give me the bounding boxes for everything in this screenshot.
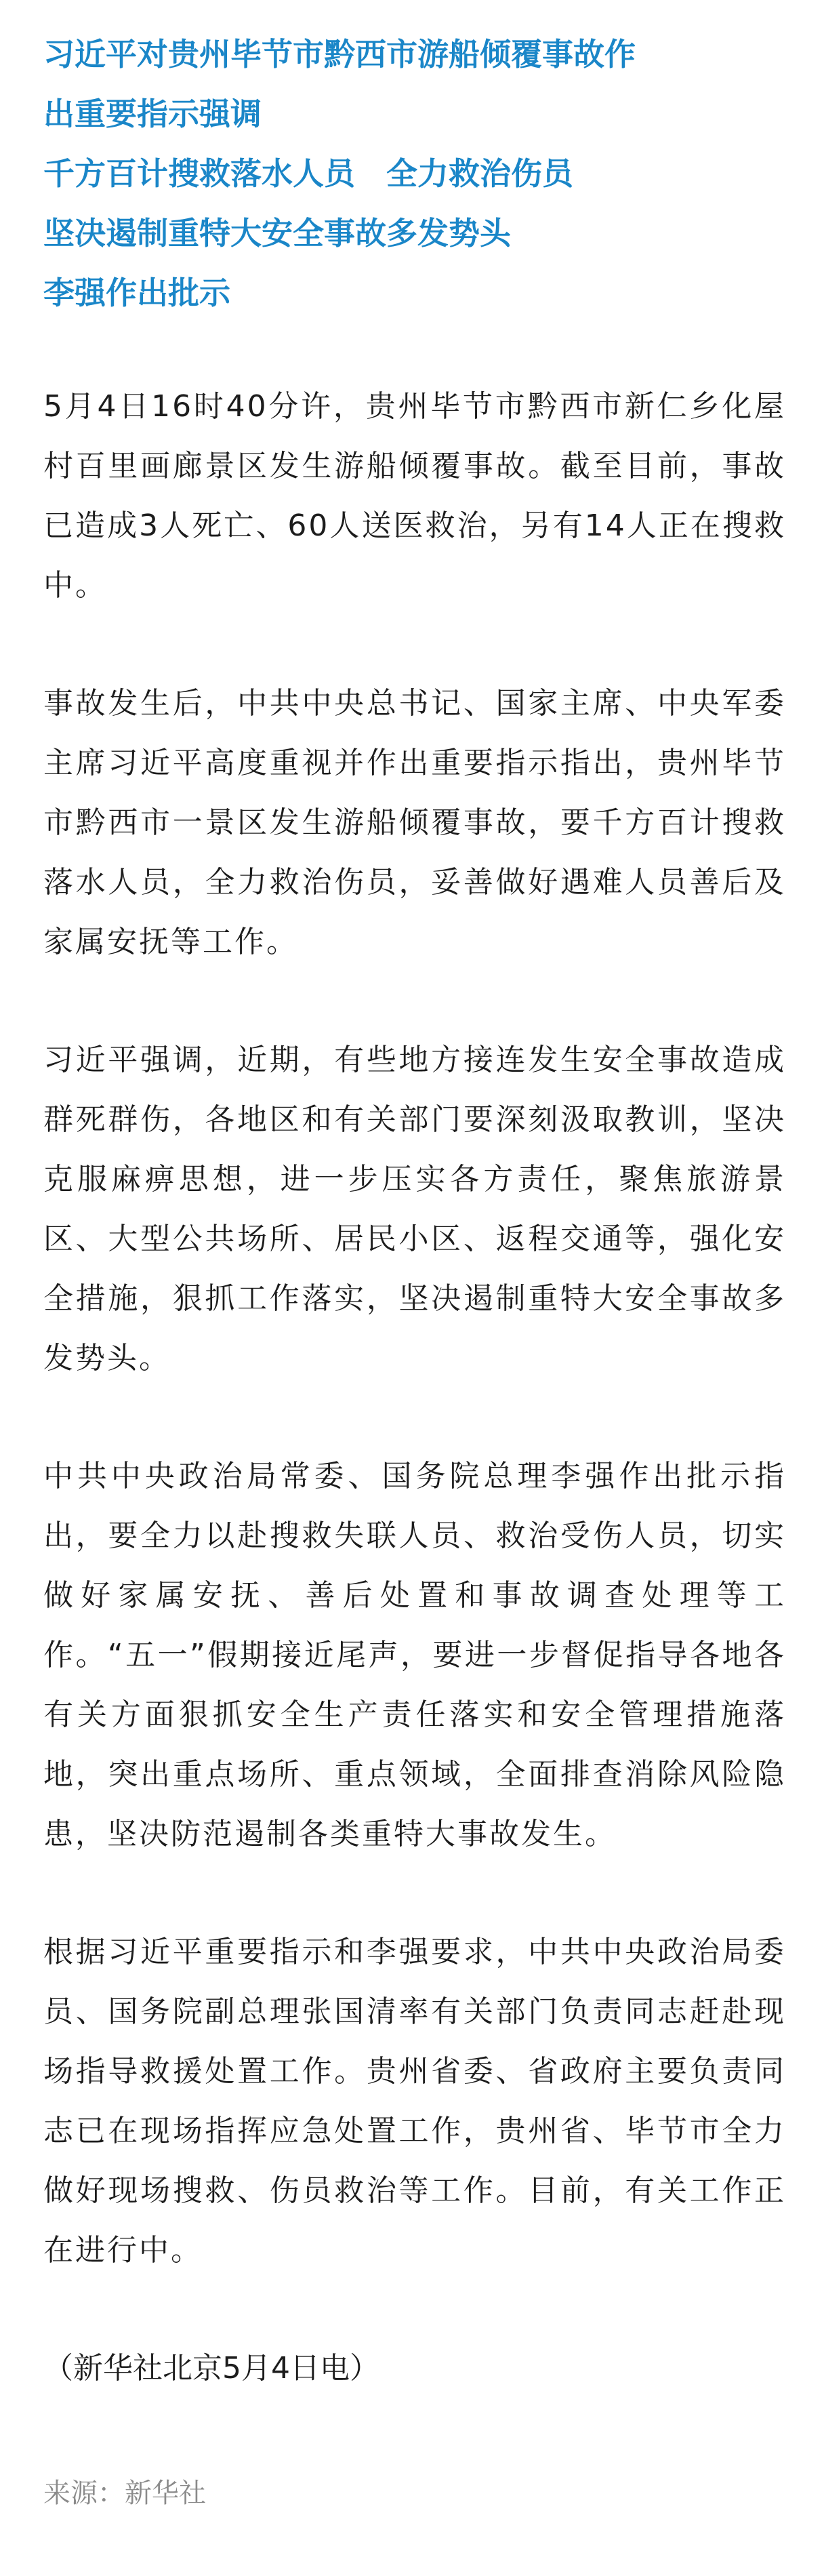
headline-line-2: 出重要指示强调 [43,96,262,132]
article-paragraph-3: 习近平强调，近期，有些地方接连发生安全事故造成群死群伤，各地区和有关部门要深刻汲取教训，坚决克服麻痹思想，进一步压实各方责任，聚焦旅游景区、大型公共场所、居民小区、返程交通等，强化安全措施，狠抓工作落实，坚决遏制重特大安全事故多发势头。 [43,1043,786,1375]
article-paragraph-2: 事故发生后，中共中央总书记、国家主席、中央军委主席习近平高度重视并作出重要指示指出，贵州毕节市黔西市一景区发生游船倾覆事故，要千方百计搜救落水人员，全力救治伤员，妥善做好遇难人员善后及家属安抚等工作。 [43,686,786,959]
article [43,24,786,2520]
article-dateline: （新华社北京5月4日电） [43,2351,379,2386]
headline-line-3: 千方百计搜救落水人员 全力救治伤员 [43,155,573,192]
headline-line-5: 李强作出批示 [43,275,230,311]
article-source: 来源：新华社 [43,2478,206,2509]
article-paragraph-1: 5月4日16时40分许，贵州毕节市黔西市新仁乡化屋村百里画廊景区发生游船倾覆事故。截至目前，事故已造成3人死亡、60人送医救治，另有14人正在搜救中。 [43,389,786,603]
headline-line-1: 习近平对贵州毕节市黔西市游船倾覆事故作 [43,36,636,73]
article-paragraph-4: 中共中央政治局常委、国务院总理李强作出批示指出，要全力以赴搜救失联人员、救治受伤人员，切实做好家属安抚、善后处置和事故调查处理等工作。“五一”假期接近尾声，要进一步督促指导各地各有关方面狠抓安全生产责任落实和安全管理措施落地，突出重点场所、重点领域，全面排查消除风险隐患，坚决防范遏制各类重特大事故发生。 [43,1459,786,1851]
article-paragraph-5: 根据习近平重要指示和李强要求，中共中央政治局委员、国务院副总理张国清率有关部门负责同志赶赴现场指导救援处置工作。贵州省委、省政府主要负责同志已在现场指挥应急处置工作，贵州省、毕节市全力做好现场搜救、伤员救治等工作。目前，有关工作正在进行中。 [43,1935,786,2268]
article-headline [43,24,786,323]
headline-line-4: 坚决遏制重特大安全事故多发势头 [43,215,511,251]
